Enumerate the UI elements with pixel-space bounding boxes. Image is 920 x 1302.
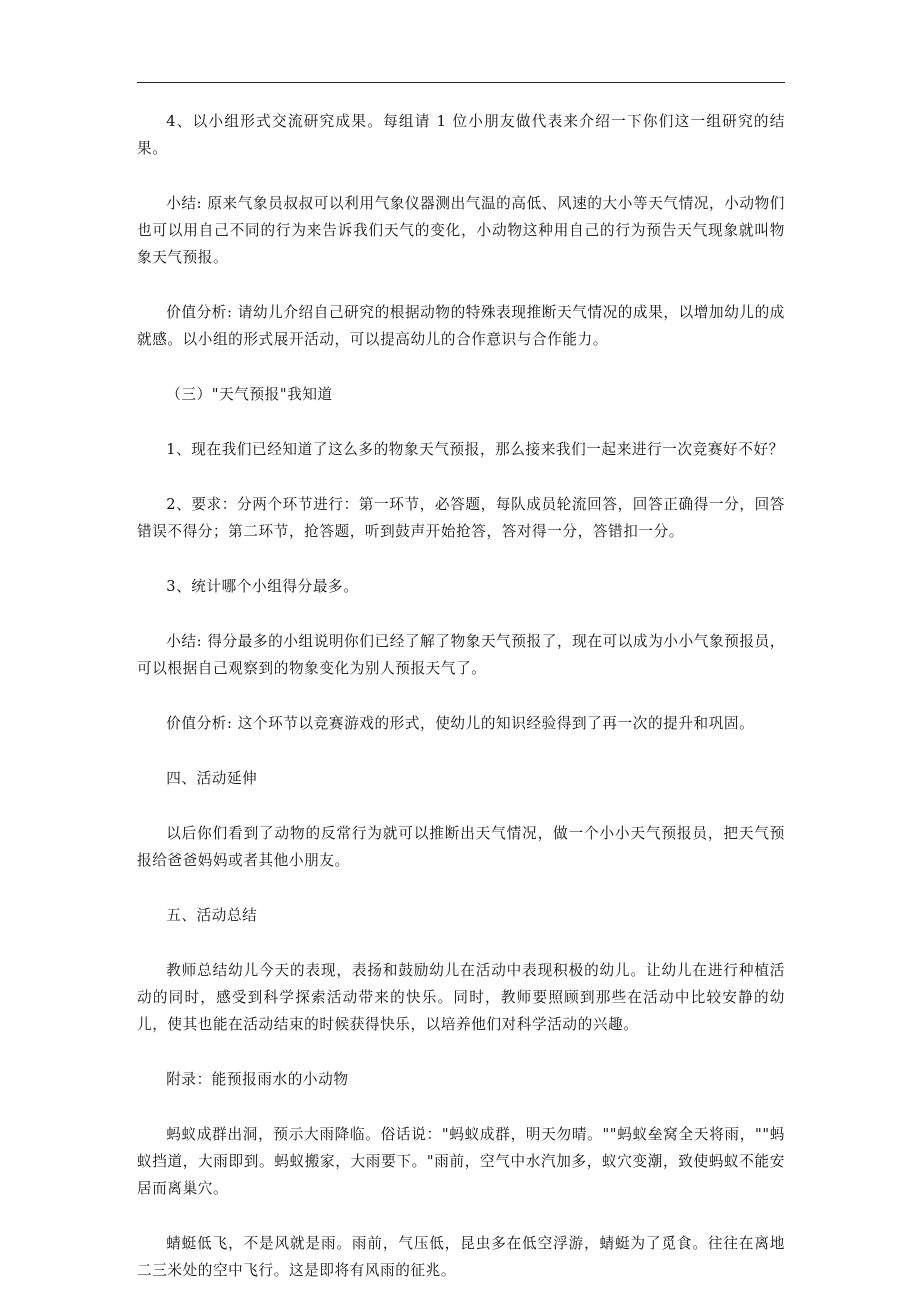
appendix-heading: 附录：能预报雨水的小动物 (166, 1071, 349, 1088)
paragraph-score-3: 3、统计哪个小组得分最多。 (166, 578, 359, 595)
header-rule (137, 82, 785, 83)
paragraph-summary-2: 小结: 得分最多的小组说明你们已经了解了物象天气预报了，现在可以成为小小气象预报员，可以根据自己观察到的物象变化为别人预报天气了。 (137, 633, 785, 677)
paragraph-requirements-2: 2、要求：分两个环节进行：第一环节，必答题，每队成员轮流回答，回答正确得一分，回答错误不得分；第二环节，抢答题，听到鼓声开始抢答，答对得一分，答错扣一分。 (137, 496, 785, 540)
section-heading-conclusion: 五、活动总结 (166, 907, 258, 924)
paragraph-extension: 以后你们看到了动物的反常行为就可以推断出天气情况，做一个小小天气预报员，把天气预报给爸爸妈妈或者其他小朋友。 (137, 825, 785, 869)
paragraph-summary-1: 小结: 原来气象员叔叔可以利用气象仪器测出气温的高低、风速的大小等天气情况，小动物们也可以用自己不同的行为来告诉我们天气的变化，小动物这种用自己的行为预告天气现象就叫物象天气预报。 (137, 195, 785, 266)
paragraph-value-analysis-2: 价值分析: 这个环节以竞赛游戏的形式，使幼儿的知识经验得到了再一次的提升和巩固。 (166, 715, 755, 732)
paragraph-ants: 蚂蚁成群出洞，预示大雨降临。俗话说："蚂蚁成群，明天勿晴。""蚂蚁垒窝全天将雨，""蚂蚁挡道，大雨即到。蚂蚁搬家，大雨要下。"雨前，空气中水汽加多，蚁穴变潮，致使蚂蚁不能安居而离巢穴。 (137, 1126, 785, 1197)
paragraph-value-analysis-1: 价值分析: 请幼儿介绍自己研究的根据动物的特殊表现推断天气情况的成果，以增加幼儿的成就感。以小组的形式展开活动，可以提高幼儿的合作意识与合作能力。 (137, 304, 785, 348)
paragraph-step-4: 4、以小组形式交流研究成果。每组请 1 位小朋友做代表来介绍一下你们这一组研究的结果。 (137, 113, 785, 157)
paragraph-conclusion: 教师总结幼儿今天的表现，表扬和鼓励幼儿在活动中表现积极的幼儿。让幼儿在进行种植活动的同时，感受到科学探索活动带来的快乐。同时，教师要照顾到那些在活动中比较安静的幼儿，使其也能在活动结束的时候获得快乐，以培养他们对科学活动的兴趣。 (137, 962, 785, 1033)
document-body (137, 108, 785, 1284)
section-heading-extension: 四、活动延伸 (166, 770, 258, 787)
paragraph-question-1: 1、现在我们已经知道了这么多的物象天气预报，那么接来我们一起来进行一次竞赛好不好？ (166, 441, 784, 458)
section-heading-3: （三）"天气预报"我知道 (166, 386, 333, 403)
paragraph-dragonflies: 蜻蜓低飞，不是风就是雨。雨前，气压低，昆虫多在低空浮游，蜻蜓为了觅食。往往在离地二三米处的空中飞行。这是即将有风雨的征兆。 (137, 1235, 785, 1279)
